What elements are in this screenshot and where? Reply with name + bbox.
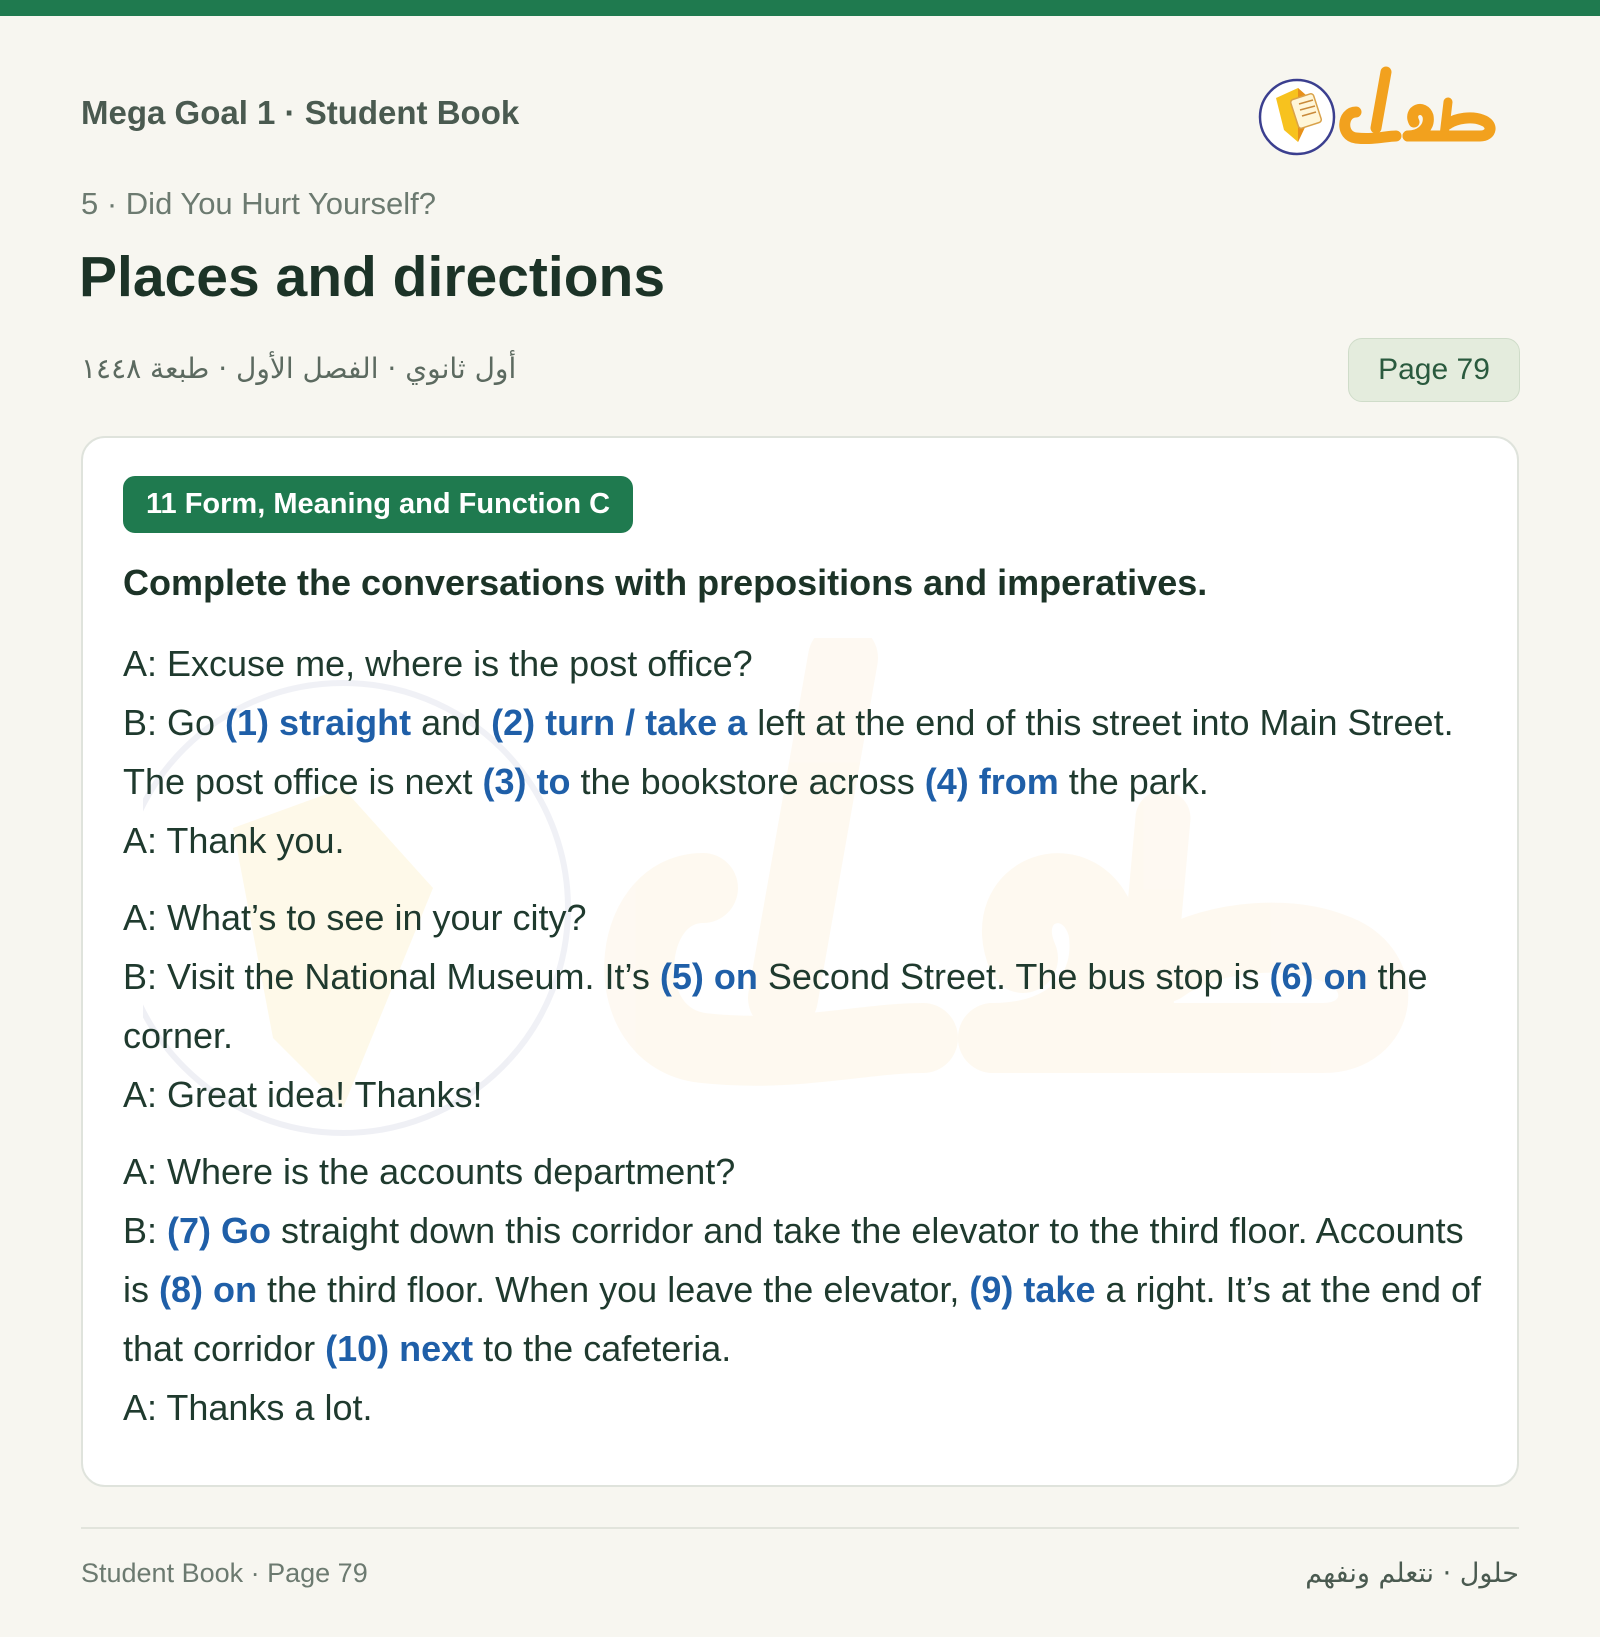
- footer-page-label: Student Book · Page 79: [81, 1558, 368, 1588]
- conversation2-line1: A: What’s to see in your city?: [123, 897, 587, 938]
- conversation2-line3: A: Great idea! Thanks!: [123, 1074, 483, 1115]
- dialog-text: and: [411, 702, 492, 743]
- dialog-text: B: Visit the National Museum. It’s: [123, 956, 660, 997]
- conversation1-line3: A: Thank you.: [123, 820, 345, 861]
- conversation-gap: [123, 870, 1483, 888]
- exercise-instruction: Complete the conversations with prepositions and imperatives.: [123, 562, 1208, 603]
- unit-label: 5 · Did You Hurt Yourself?: [81, 186, 437, 221]
- conversation2-line2: [123, 947, 1483, 1065]
- conversation3-line3: A: Thanks a lot.: [123, 1387, 373, 1428]
- conversation3-line1: A: Where is the accounts department?: [123, 1151, 736, 1192]
- footer-brand-tagline: حلول · نتعلم ونفهم: [1305, 1558, 1519, 1589]
- dialog-text: the park.: [1058, 761, 1209, 802]
- conversation1-line2: [123, 693, 1483, 811]
- answer-9: (9) take: [969, 1269, 1096, 1310]
- answer-8: (8) on: [159, 1269, 257, 1310]
- answer-4: (4) from: [924, 761, 1059, 802]
- dialog-text: left at the end of this street into Main Street. The post office is next: [123, 702, 1454, 802]
- page-title: Places and directions: [79, 245, 666, 309]
- page-number-badge: Page 79: [1348, 338, 1520, 402]
- conversation3-line2: [123, 1201, 1483, 1378]
- dialog-text: the bookstore across: [570, 761, 925, 802]
- conversation-gap: [123, 1124, 1483, 1142]
- footer-divider: [81, 1527, 1519, 1529]
- dialog-text: a right. It’s at the end of that corridor: [123, 1269, 1482, 1369]
- dialog-text: the corner.: [123, 956, 1428, 1056]
- logo-wordmark: [1345, 72, 1490, 139]
- dialog-text: B:: [123, 1210, 168, 1251]
- exercise-card: [81, 436, 1519, 1487]
- conversation-list: [123, 634, 1483, 1437]
- answer-7: (7) Go: [167, 1210, 272, 1251]
- answer-3: (3) to: [482, 761, 571, 802]
- answer-6: (6) on: [1269, 956, 1368, 997]
- answer-5: (5) on: [659, 956, 758, 997]
- logo-emblem: [1260, 80, 1334, 154]
- dialog-text: Second Street. The bus stop is: [757, 956, 1270, 997]
- dialog-text: the third floor. When you leave the elevator,: [256, 1269, 970, 1310]
- answer-10: (10) next: [325, 1328, 474, 1369]
- dialog-text: to the cafeteria.: [473, 1328, 732, 1369]
- dialog-text: straight down this corridor and take the elevator to the third floor. Accounts is: [123, 1210, 1464, 1310]
- answer-1: (1) straight: [225, 702, 412, 743]
- halol-logo-icon: [1258, 66, 1508, 166]
- exercise-tag: 11 Form, Meaning and Function C: [123, 476, 633, 533]
- top-accent-bar: [0, 0, 1600, 16]
- book-title: Mega Goal 1 · Student Book: [81, 94, 520, 131]
- conversation1-line1: A: Excuse me, where is the post office?: [123, 643, 753, 684]
- answer-2: (2) turn / take a: [491, 702, 748, 743]
- dialog-text: B: Go: [123, 702, 226, 743]
- edition-info: أول ثانوي · الفصل الأول · طبعة ١٤٤٨: [81, 352, 517, 385]
